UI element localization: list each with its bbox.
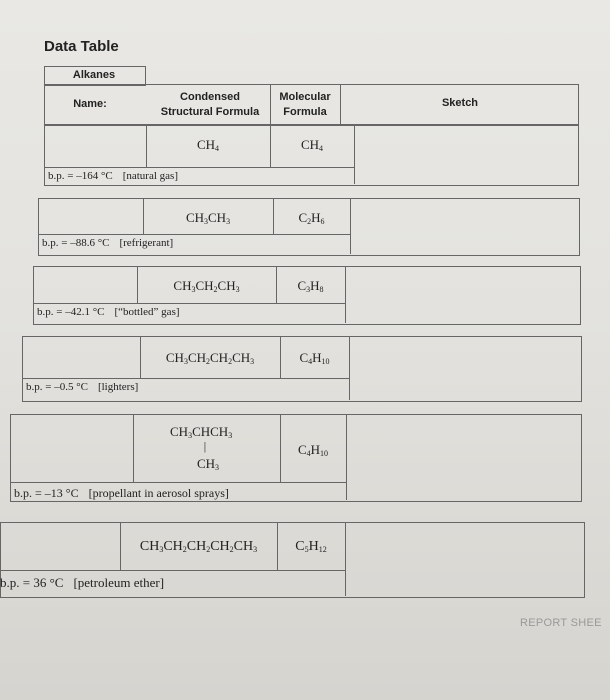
- boiling-point: b.p. = –13 °C: [14, 486, 79, 500]
- use-note: [“bottled” gas]: [114, 306, 180, 318]
- use-note: [natural gas]: [122, 170, 178, 182]
- condensed-formula: $CH_3CHCH_3$: [170, 424, 233, 440]
- molecular-formula: $CH_4$: [300, 137, 324, 153]
- boiling-point-row: [48, 170, 178, 182]
- molecular-formula: $C_2H_6$: [298, 210, 325, 226]
- boiling-point-row: [26, 381, 138, 393]
- report-sheet-label: REPORT SHEE: [520, 617, 602, 629]
- boiling-point-row: [42, 237, 173, 249]
- boiling-point: b.p. = –88.6 °C: [42, 237, 110, 249]
- page-title: Data Table: [44, 38, 119, 55]
- use-note: [refrigerant]: [119, 237, 174, 249]
- sketch-header: Sketch: [441, 97, 479, 109]
- branch-bond: |: [203, 439, 207, 453]
- condensed-formula: $CH_3CH_3$: [185, 210, 231, 226]
- condensed-formula: $CH_4$: [196, 137, 220, 153]
- use-note: [lighters]: [97, 381, 139, 393]
- molecular-header-line1: Molecular: [279, 91, 331, 103]
- boiling-point: b.p. = –164 °C: [48, 170, 113, 182]
- branch-formula: $CH_3$: [196, 456, 220, 472]
- molecular-formula: $C_3H_8$: [297, 278, 324, 294]
- name-header: Name:: [73, 98, 107, 110]
- use-note: [petroleum ether]: [73, 575, 165, 590]
- molecular-formula: $C_5H_{12}$: [295, 539, 327, 554]
- boiling-point: b.p. = 36 °C: [0, 575, 64, 590]
- boiling-point: b.p. = –42.1 °C: [37, 306, 105, 318]
- boiling-point: b.p. = –0.5 °C: [26, 381, 88, 393]
- condensed-formula: $CH_3CH_2CH_2CH_2CH_3$: [139, 539, 258, 554]
- boiling-point-row: [37, 306, 180, 318]
- boiling-point-row: [14, 486, 229, 501]
- condensed-header-line1: Condensed: [180, 91, 240, 103]
- molecular-formula: $C_4H_{10}$: [297, 442, 329, 458]
- boiling-point-row: [0, 575, 164, 591]
- condensed-header-line2: Structural Formula: [160, 106, 260, 118]
- alkanes-header: Alkanes: [72, 69, 116, 81]
- condensed-formula: $CH_3CH_2CH_2CH_3$: [165, 350, 255, 366]
- molecular-formula: $C_4H_{10}$: [299, 350, 330, 366]
- use-note: [propellant in aerosol sprays]: [88, 486, 229, 500]
- molecular-header-line2: Formula: [283, 106, 327, 118]
- condensed-formula: $CH_3CH_2CH_3$: [173, 278, 240, 294]
